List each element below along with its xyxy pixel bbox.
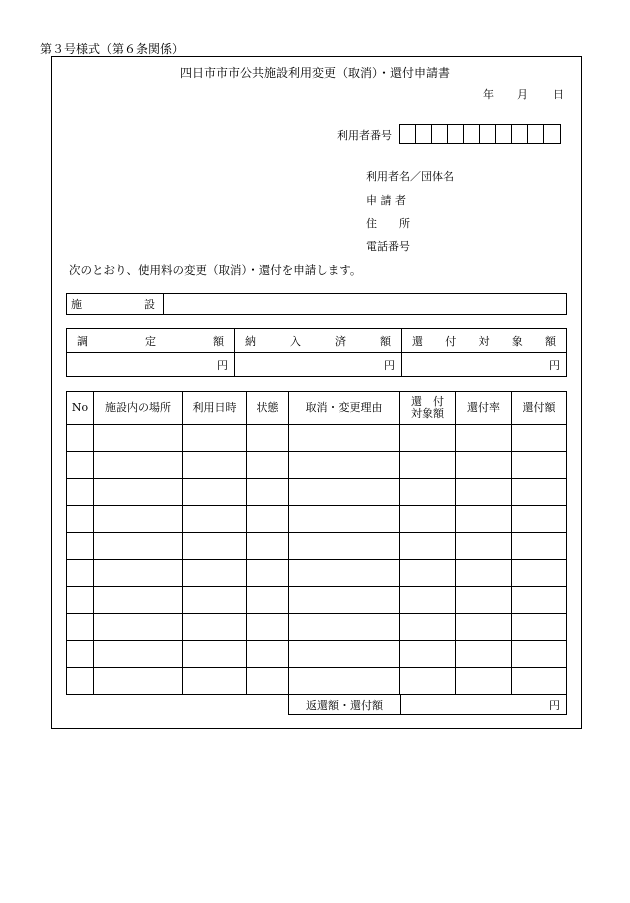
table-cell[interactable] — [400, 560, 456, 587]
table-cell[interactable] — [183, 506, 247, 533]
table-row — [67, 452, 567, 479]
table-cell[interactable] — [512, 479, 567, 506]
no-header: No — [67, 392, 94, 425]
table-cell[interactable] — [183, 452, 247, 479]
user-number-digit[interactable] — [528, 125, 544, 143]
detail-table — [66, 391, 567, 695]
table-cell[interactable] — [512, 587, 567, 614]
table-cell[interactable] — [247, 560, 289, 587]
table-cell[interactable] — [94, 668, 183, 695]
table-cell[interactable] — [456, 668, 512, 695]
refund-amount-header: 還付額 — [512, 392, 567, 425]
table-cell[interactable] — [247, 587, 289, 614]
table-cell[interactable] — [456, 452, 512, 479]
fee-table — [66, 328, 567, 377]
table-row — [67, 614, 567, 641]
header-char: 付 — [445, 334, 457, 348]
table-cell[interactable] — [183, 668, 247, 695]
user-number-digit[interactable] — [480, 125, 496, 143]
applicant-label: 申 請 者 — [366, 194, 406, 207]
table-cell[interactable] — [456, 533, 512, 560]
header-char: 額 — [213, 334, 224, 348]
paid-amount-input[interactable] — [235, 353, 402, 377]
table-cell[interactable] — [67, 452, 94, 479]
header-char: 象 — [511, 334, 523, 348]
yen-unit: 円 — [549, 698, 560, 712]
table-row — [67, 641, 567, 668]
table-cell[interactable] — [456, 641, 512, 668]
table-cell[interactable] — [400, 614, 456, 641]
date-day-label: 日 — [553, 88, 564, 101]
table-cell[interactable] — [67, 614, 94, 641]
table-cell[interactable] — [512, 614, 567, 641]
table-cell[interactable] — [512, 452, 567, 479]
table-cell[interactable] — [94, 614, 183, 641]
refund-rate-header: 還付率 — [456, 392, 512, 425]
table-cell[interactable] — [67, 641, 94, 668]
table-cell[interactable] — [289, 614, 400, 641]
facility-table — [66, 293, 567, 315]
table-cell[interactable] — [94, 425, 183, 452]
date-month-label: 月 — [517, 88, 528, 101]
header-char: 入 — [290, 334, 301, 348]
table-cell[interactable] — [289, 668, 400, 695]
table-cell[interactable] — [247, 614, 289, 641]
table-cell[interactable] — [247, 452, 289, 479]
table-cell[interactable] — [94, 452, 183, 479]
table-cell[interactable] — [183, 614, 247, 641]
table-cell[interactable] — [247, 533, 289, 560]
refund-target-amount-header — [402, 329, 567, 353]
table-cell[interactable] — [247, 668, 289, 695]
table-cell[interactable] — [400, 425, 456, 452]
header-char: 額 — [545, 334, 556, 348]
table-cell[interactable] — [289, 506, 400, 533]
table-cell[interactable] — [94, 560, 183, 587]
yen-unit: 円 — [549, 358, 560, 372]
header-char: 還 — [412, 334, 423, 348]
user-number-digit[interactable] — [432, 125, 448, 143]
table-cell[interactable] — [456, 587, 512, 614]
table-cell[interactable] — [512, 668, 567, 695]
table-cell[interactable] — [400, 641, 456, 668]
table-cell[interactable] — [67, 425, 94, 452]
total-label: 返還額・還付額 — [289, 695, 401, 715]
total-table — [288, 694, 567, 715]
table-cell[interactable] — [289, 641, 400, 668]
usage-datetime-header: 利用日時 — [183, 392, 247, 425]
facility-label-char: 設 — [144, 298, 155, 311]
table-cell[interactable] — [400, 479, 456, 506]
table-cell[interactable] — [289, 560, 400, 587]
table-row — [67, 587, 567, 614]
date-year-label: 年 — [483, 88, 494, 101]
user-number-field[interactable] — [399, 124, 561, 144]
facility-label-char: 施 — [71, 298, 82, 311]
status-header: 状態 — [247, 392, 289, 425]
table-cell[interactable] — [94, 641, 183, 668]
header-char: 定 — [145, 334, 156, 348]
table-cell[interactable] — [400, 506, 456, 533]
user-number-digit[interactable] — [448, 125, 464, 143]
facility-label-cell — [67, 294, 164, 315]
phone-label: 電話番号 — [366, 240, 410, 253]
table-row — [67, 506, 567, 533]
yen-unit: 円 — [384, 358, 395, 372]
paid-amount-header — [235, 329, 402, 353]
table-cell[interactable] — [183, 533, 247, 560]
user-number-digit[interactable] — [496, 125, 512, 143]
table-row — [67, 560, 567, 587]
assessed-amount-header — [67, 329, 235, 353]
refund-target-amount-input[interactable] — [402, 353, 567, 377]
table-cell[interactable] — [400, 668, 456, 695]
table-cell[interactable] — [400, 452, 456, 479]
table-cell[interactable] — [289, 587, 400, 614]
table-cell[interactable] — [512, 560, 567, 587]
table-cell[interactable] — [512, 641, 567, 668]
table-cell[interactable] — [512, 533, 567, 560]
total-amount-input[interactable] — [401, 695, 567, 715]
table-cell[interactable] — [67, 506, 94, 533]
table-cell[interactable] — [67, 587, 94, 614]
table-cell[interactable] — [400, 533, 456, 560]
user-number-digit[interactable] — [416, 125, 432, 143]
table-cell[interactable] — [94, 479, 183, 506]
refund-target-header: 還 付 対象額 — [400, 392, 456, 425]
header-char: 対 — [478, 334, 490, 348]
form-number: 第３号様式（第６条関係） — [40, 42, 185, 56]
table-cell[interactable] — [289, 533, 400, 560]
application-statement: 次のとおり、使用料の変更（取消）・還付を申請します。 — [69, 263, 362, 277]
table-cell[interactable] — [247, 641, 289, 668]
table-row — [67, 425, 567, 452]
table-cell[interactable] — [456, 479, 512, 506]
reason-header: 取消・変更理由 — [289, 392, 400, 425]
user-number-digit[interactable] — [544, 125, 560, 143]
location-header: 施設内の場所 — [94, 392, 183, 425]
header-char: 調 — [77, 334, 88, 348]
table-cell[interactable] — [247, 425, 289, 452]
table-row — [67, 533, 567, 560]
table-cell[interactable] — [94, 506, 183, 533]
yen-unit: 円 — [217, 358, 228, 372]
header-char: 額 — [380, 334, 391, 348]
table-cell[interactable] — [67, 668, 94, 695]
table-cell[interactable] — [400, 587, 456, 614]
table-row — [67, 479, 567, 506]
user-number-digit[interactable] — [464, 125, 480, 143]
table-cell[interactable] — [183, 587, 247, 614]
table-cell[interactable] — [289, 425, 400, 452]
table-cell[interactable] — [94, 587, 183, 614]
table-cell[interactable] — [247, 506, 289, 533]
table-cell[interactable] — [456, 506, 512, 533]
facility-input[interactable] — [164, 294, 567, 315]
table-cell[interactable] — [67, 533, 94, 560]
table-row — [67, 668, 567, 695]
table-cell[interactable] — [94, 533, 183, 560]
table-cell[interactable] — [512, 506, 567, 533]
table-cell[interactable] — [183, 479, 247, 506]
table-cell[interactable] — [289, 452, 400, 479]
table-cell[interactable] — [456, 614, 512, 641]
table-cell[interactable] — [247, 479, 289, 506]
table-cell[interactable] — [183, 641, 247, 668]
form-title: 四日市市市公共施設利用変更（取消）・還付申請書 — [179, 66, 450, 80]
table-cell[interactable] — [456, 425, 512, 452]
table-cell[interactable] — [183, 560, 247, 587]
table-cell[interactable] — [456, 560, 512, 587]
header-char: 納 — [245, 334, 256, 348]
table-cell[interactable] — [183, 425, 247, 452]
table-cell[interactable] — [512, 425, 567, 452]
user-number-digit[interactable] — [400, 125, 416, 143]
header-char: 済 — [335, 334, 346, 348]
table-cell[interactable] — [67, 560, 94, 587]
user-number-label: 利用者番号 — [337, 129, 392, 142]
table-cell[interactable] — [289, 479, 400, 506]
address-label: 住 所 — [366, 217, 410, 230]
user-name-label: 利用者名／団体名 — [366, 170, 454, 183]
user-number-digit[interactable] — [512, 125, 528, 143]
table-cell[interactable] — [67, 479, 94, 506]
assessed-amount-input[interactable] — [67, 353, 235, 377]
